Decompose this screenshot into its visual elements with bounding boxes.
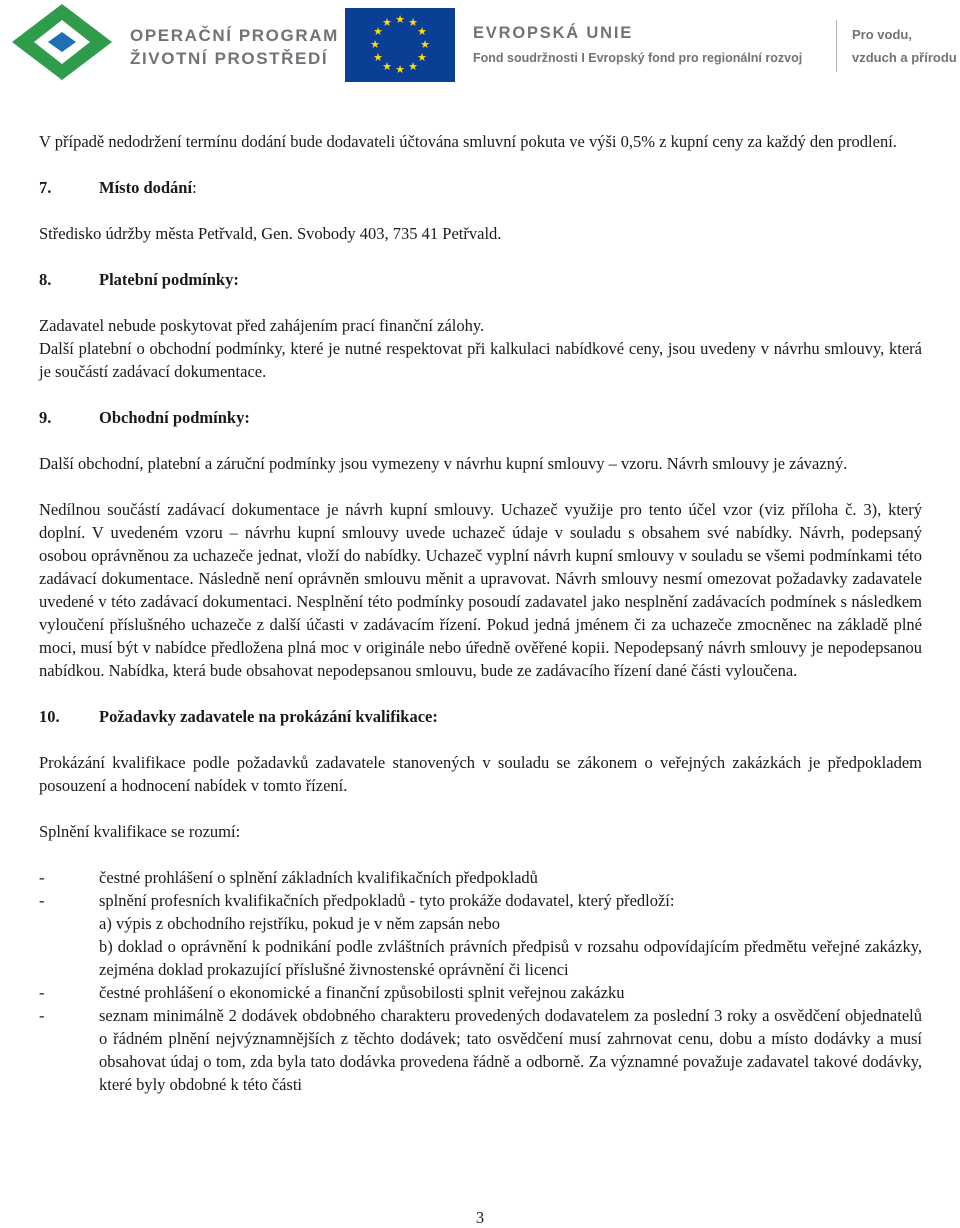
op-logo-icon bbox=[4, 2, 120, 88]
list-item bbox=[39, 866, 922, 889]
list-subitem-b: b) doklad o oprávnění k podnikání podle zvláštních právních předpisů v rozsahu odpovídajícím předmětu veřejné zakázky, zejména doklad prokazující příslušné živnostenské oprávnění či licenci bbox=[99, 937, 922, 979]
slogan-line2: vzduch a přírodu bbox=[852, 50, 957, 65]
list-item-text: čestné prohlášení o splnění základních kvalifikačních předpokladů bbox=[99, 868, 538, 887]
svg-text:★: ★ bbox=[373, 25, 383, 38]
section-9-number: 9. bbox=[39, 408, 52, 427]
section-8-number: 8. bbox=[39, 270, 52, 289]
svg-text:★: ★ bbox=[417, 25, 427, 38]
list-item bbox=[39, 889, 922, 912]
section-10-title: Požadavky zadavatele na prokázání kvalifikace: bbox=[99, 707, 438, 726]
list-item bbox=[39, 1004, 922, 1096]
list-dash: - bbox=[39, 1006, 45, 1025]
svg-text:★: ★ bbox=[373, 51, 383, 64]
section-9-paragraph-1: Další obchodní, platební a záruční podmínky jsou vymezeny v návrhu kupní smlouvy – vzoru. Návrh smlouvy je závazný. bbox=[39, 454, 848, 473]
section-7-colon: : bbox=[192, 178, 197, 197]
op-logo-line1: OPERAČNÍ PROGRAM bbox=[130, 26, 339, 45]
list-dash: - bbox=[39, 983, 45, 1002]
list-subitem-a: a) výpis z obchodního rejstříku, pokud je v něm zapsán nebo bbox=[99, 914, 500, 933]
section-8-heading bbox=[39, 268, 922, 291]
eu-title: EVROPSKÁ UNIE bbox=[473, 24, 634, 42]
svg-text:★: ★ bbox=[420, 38, 430, 51]
section-7-title: Místo dodání bbox=[99, 178, 193, 197]
section-8-title: Platební podmínky: bbox=[99, 270, 239, 289]
qualification-list bbox=[39, 866, 922, 1096]
section-10-heading bbox=[39, 705, 922, 728]
section-8-text-2: Další platební o obchodní podmínky, které je nutné respektovat při kalkulaci nabídkové ceny, jsou uvedeny v návrhu smlouvy, která je součástí zadávací dokumentace. bbox=[39, 339, 922, 381]
list-item-text: splnění profesních kvalifikačních předpokladů - tyto prokáže dodavatel, který předloží: bbox=[99, 891, 675, 910]
op-logo-line2: ŽIVOTNÍ PROSTŘEDÍ bbox=[130, 49, 329, 68]
section-9-title: Obchodní podmínky: bbox=[99, 408, 250, 427]
section-8-text-1: Zadavatel nebude poskytovat před zahájením prací finanční zálohy. bbox=[39, 316, 485, 335]
svg-text:★: ★ bbox=[382, 60, 392, 73]
slogan-line1: Pro vodu, bbox=[852, 27, 912, 42]
penalty-paragraph: V případě nedodržení termínu dodání bude dodavateli účtována smluvní pokuta ve výši 0,5% z kupní ceny za každý den prodlení. bbox=[39, 132, 897, 151]
section-7-number: 7. bbox=[39, 178, 52, 197]
svg-text:★: ★ bbox=[370, 38, 380, 51]
section-9-heading bbox=[39, 406, 922, 429]
svg-text:★: ★ bbox=[417, 51, 427, 64]
eu-flag-icon bbox=[345, 8, 455, 82]
eu-subtitle: Fond soudržnosti I Evropský fond pro regionální rozvoj bbox=[473, 51, 803, 65]
section-7-heading bbox=[39, 176, 922, 199]
svg-text:★: ★ bbox=[408, 60, 418, 73]
list-item bbox=[39, 981, 922, 1004]
section-10-number: 10. bbox=[39, 707, 60, 726]
list-item-text: seznam minimálně 2 dodávek obdobného charakteru provedených dodavatelem za poslední 3 roky a osvědčení objednatelů o řádném plnění nejvýznamnějších z těchto dodávek; tato osvědčení musí zahrnovat cenu, dobu a místo dodávky a musí obsahovat údaj o tom, zda byla tato dodávka provedena řádně a odborně. Za významné považuje zadavatel takové dodávky, které byly obdobné k této části bbox=[99, 1006, 922, 1094]
list-dash: - bbox=[39, 891, 45, 910]
svg-text:★: ★ bbox=[382, 16, 392, 29]
page-number: 3 bbox=[475, 1208, 485, 1227]
header-separator bbox=[836, 20, 837, 72]
section-10-paragraph-2: Splnění kvalifikace se rozumí: bbox=[39, 822, 241, 841]
document-body bbox=[39, 130, 922, 1096]
section-7-text: Středisko údržby města Petřvald, Gen. Svobody 403, 735 41 Petřvald. bbox=[39, 224, 502, 243]
svg-text:★: ★ bbox=[395, 13, 405, 26]
page-header bbox=[0, 0, 960, 90]
list-item-text: čestné prohlášení o ekonomické a finanční způsobilosti splnit veřejnou zakázku bbox=[99, 983, 625, 1002]
svg-text:★: ★ bbox=[395, 63, 405, 76]
svg-text:★: ★ bbox=[408, 16, 418, 29]
list-dash: - bbox=[39, 868, 45, 887]
section-9-paragraph-2: Nedílnou součástí zadávací dokumentace je návrh kupní smlouvy. Uchazeč využije pro tento účel vzor (viz příloha č. 3), který doplní. V uvedeném vzoru – návrhu kupní smlouvy uvede uchazeč údaje v souladu s obsahem své nabídky. Návrh, podepsaný osobou oprávněnou za uchazeče jednat, vloží do nabídky. Uchazeč vyplní návrh kupní smlouvy v souladu se všemi podmínkami této zadávací dokumentace. Následně není oprávněn smlouvu měnit a upravovat. Návrh smlouvy nesmí omezovat požadavky zadavatele uvedené v této zadávací dokumentaci. Nesplnění této podmínky posoudí zadavatel jako nesplnění zadávacích podmínek s následkem vyloučení příslušného uchazeče z další účasti v zadávacím řízení. Pokud jedná jménem či za uchazeče zmocněnec na základě plné moci, musí být v nabídce předložena plná moc v originále nebo úředně ověřené kopii. Nepodepsaný návrh smlouvy je nepodepsanou nabídkou. Nabídka, která bude obsahovat nepodepsanou smlouvu, bude ze zadávacího řízení dané části vyloučena. bbox=[39, 500, 922, 680]
section-10-paragraph-1: Prokázání kvalifikace podle požadavků zadavatele stanovených v souladu se zákonem o veřejných zakázkách je předpokladem posouzení a hodnocení nabídek v tomto řízení. bbox=[39, 753, 922, 795]
